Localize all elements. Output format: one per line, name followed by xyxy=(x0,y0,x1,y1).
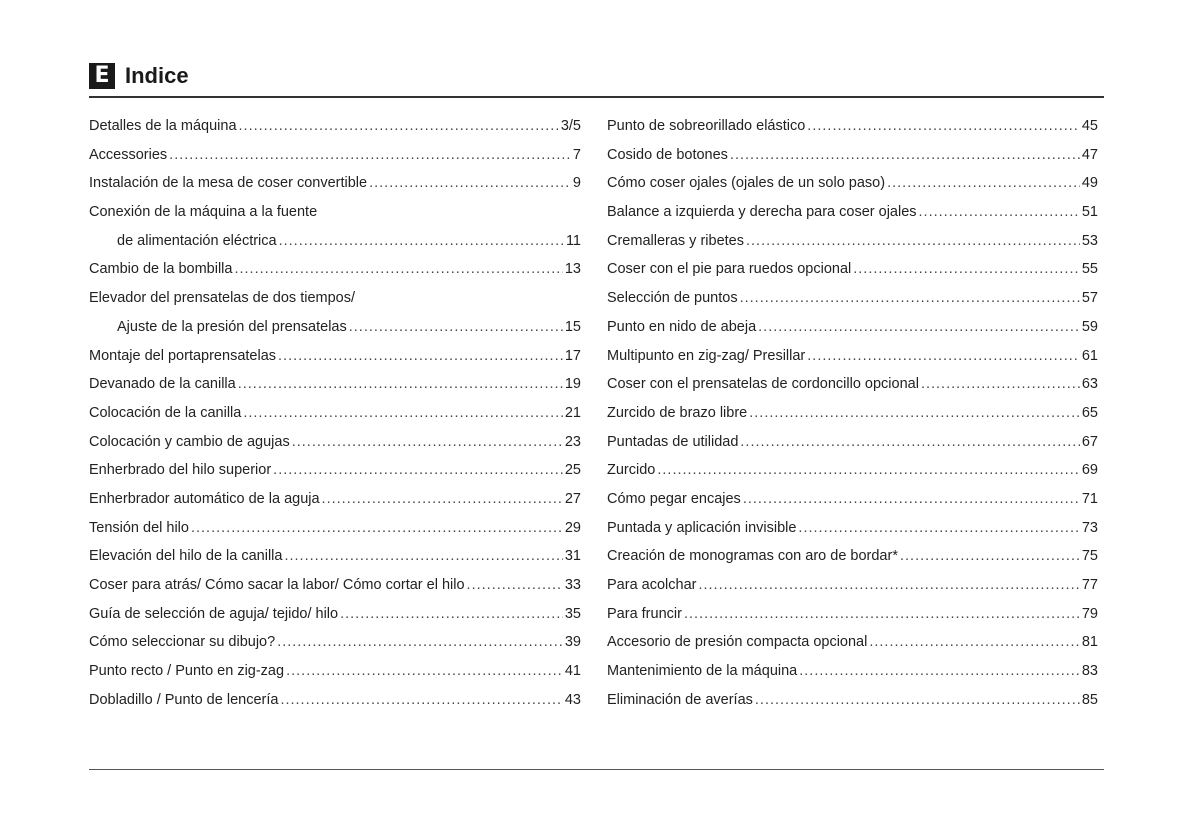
entry-page-number: 85 xyxy=(1081,691,1098,708)
index-entry xyxy=(607,456,1098,485)
entry-title: Dobladillo / Punto de lencería xyxy=(89,691,279,708)
dot-leader xyxy=(887,169,1080,198)
index-entry xyxy=(89,112,581,141)
dot-leader xyxy=(740,284,1080,313)
entry-title: Cómo pegar encajes xyxy=(607,490,741,507)
entry-title: Cosido de botones xyxy=(607,146,728,163)
index-entry xyxy=(607,284,1098,313)
entry-page-number: 67 xyxy=(1081,433,1098,450)
entry-title: Tensión del hilo xyxy=(89,519,189,536)
entry-title: Colocación de la canilla xyxy=(89,404,242,421)
entry-page-number: 71 xyxy=(1081,490,1098,507)
dot-leader xyxy=(684,600,1080,629)
entry-page-number: 9 xyxy=(572,175,581,192)
dot-leader xyxy=(286,657,563,686)
dot-leader xyxy=(853,255,1080,284)
index-entry xyxy=(607,600,1098,629)
index-entry xyxy=(607,342,1098,371)
index-header xyxy=(89,62,1104,96)
index-entry xyxy=(607,428,1098,457)
entry-page-number: 49 xyxy=(1081,175,1098,192)
dot-leader xyxy=(273,456,563,485)
entry-title: Detalles de la máquina xyxy=(89,118,237,134)
entry-page-number: 61 xyxy=(1081,347,1098,364)
entry-title: Mantenimiento de la máquina xyxy=(607,663,798,680)
entry-page-number: 25 xyxy=(564,462,581,479)
entry-page-number: 45 xyxy=(1081,118,1098,134)
dot-leader xyxy=(919,198,1080,227)
entry-page-number: 65 xyxy=(1081,404,1098,421)
dot-leader xyxy=(467,571,563,600)
entry-title: Zurcido xyxy=(607,462,656,479)
entry-page-number: 33 xyxy=(564,577,581,593)
entry-title: Creación de monogramas con aro de bordar* xyxy=(607,548,898,565)
section-badge: E xyxy=(89,63,115,89)
dot-leader xyxy=(798,514,1079,543)
dot-leader xyxy=(279,227,564,256)
entry-page-number: 29 xyxy=(564,519,581,536)
dot-leader xyxy=(730,141,1080,170)
index-entry xyxy=(607,370,1098,399)
entry-page-number: 47 xyxy=(1081,146,1098,163)
entry-page-number: 7 xyxy=(572,146,581,163)
index-entry xyxy=(607,112,1098,141)
entry-page-number: 59 xyxy=(1081,318,1098,335)
entry-title: Cambio de la bombilla xyxy=(89,261,233,278)
dot-leader xyxy=(340,600,563,629)
entry-page-number: 53 xyxy=(1081,232,1098,249)
index-entry xyxy=(89,657,581,686)
index-entry xyxy=(89,514,581,543)
entry-page-number: 77 xyxy=(1081,577,1098,593)
entry-title: Punto en nido de abeja xyxy=(607,318,757,335)
entry-page-number: 19 xyxy=(564,376,581,393)
entry-title: Colocación y cambio de agujas xyxy=(89,433,290,450)
index-entry xyxy=(89,169,581,198)
dot-leader xyxy=(799,657,1080,686)
dot-leader xyxy=(349,313,563,342)
index-entry xyxy=(89,227,581,256)
entry-page-number: 11 xyxy=(565,232,581,249)
dot-leader xyxy=(284,542,562,571)
dot-leader xyxy=(239,112,559,141)
entry-title: Puntada y aplicación invisible xyxy=(607,519,797,536)
index-entry xyxy=(607,198,1098,227)
dot-leader xyxy=(900,542,1080,571)
entry-title: Elevador del prensatelas de dos tiempos/ xyxy=(89,290,355,307)
entry-title: Para acolchar xyxy=(607,577,697,593)
entry-page-number: 83 xyxy=(1081,663,1098,680)
entry-title: Cómo seleccionar su dibujo? xyxy=(89,634,276,651)
entry-page-number: 75 xyxy=(1081,548,1098,565)
page-title: Indice xyxy=(125,63,189,88)
index-entry xyxy=(89,313,581,342)
dot-leader xyxy=(749,399,1080,428)
index-entry xyxy=(89,456,581,485)
index-entry xyxy=(607,686,1098,715)
dot-leader xyxy=(169,141,571,170)
dot-leader xyxy=(698,571,1079,600)
entry-page-number: 51 xyxy=(1081,204,1098,221)
entry-title: Enherbrado del hilo superior xyxy=(89,462,272,479)
entry-page-number: 79 xyxy=(1081,605,1098,622)
index-entry xyxy=(607,657,1098,686)
entry-title: Devanado de la canilla xyxy=(89,376,236,393)
entry-title: Punto de sobreorillado elástico xyxy=(607,118,806,134)
entry-title: Eliminación de averías xyxy=(607,691,753,708)
index-entry xyxy=(89,686,581,715)
entry-title: Zurcido de brazo libre xyxy=(607,404,748,421)
entry-title: Ajuste de la presión del prensatelas xyxy=(117,318,347,335)
entry-page-number: 21 xyxy=(564,404,581,421)
entry-page-number: 43 xyxy=(564,691,581,708)
dot-leader xyxy=(657,456,1080,485)
dot-leader xyxy=(369,169,571,198)
footer-divider xyxy=(89,769,1104,770)
entry-title: Coser con el prensatelas de cordoncillo opcional xyxy=(607,376,919,393)
entry-page-number: 81 xyxy=(1081,634,1098,651)
entry-title: Montaje del portaprensatelas xyxy=(89,347,277,364)
dot-leader xyxy=(278,342,563,371)
entry-title: Punto recto / Punto en zig-zag xyxy=(89,663,285,680)
entry-page-number: 31 xyxy=(564,548,581,565)
index-entry xyxy=(607,485,1098,514)
entry-title: Para fruncir xyxy=(607,605,682,622)
index-entry xyxy=(607,141,1098,170)
dot-leader xyxy=(191,514,563,543)
entry-page-number: 41 xyxy=(564,663,581,680)
entry-page-number: 13 xyxy=(564,261,581,278)
entry-page-number: 73 xyxy=(1081,519,1098,536)
entry-page-number: 57 xyxy=(1081,290,1098,307)
index-entry xyxy=(89,284,581,313)
index-entry xyxy=(89,141,581,170)
index-entry xyxy=(89,628,581,657)
dot-leader xyxy=(234,255,562,284)
entry-page-number: 23 xyxy=(564,433,581,450)
entry-page-number: 27 xyxy=(564,490,581,507)
entry-title: Coser para atrás/ Cómo sacar la labor/ Cómo cortar el hilo xyxy=(89,577,465,593)
index-entry xyxy=(89,542,581,571)
dot-leader xyxy=(238,370,563,399)
entry-title: Selección de puntos xyxy=(607,290,738,307)
index-entry xyxy=(89,485,581,514)
entry-title: Coser con el pie para ruedos opcional xyxy=(607,261,852,278)
dot-leader xyxy=(322,485,563,514)
entry-page-number: 17 xyxy=(564,347,581,364)
entry-title: Enherbrador automático de la aguja xyxy=(89,490,320,507)
index-entry xyxy=(89,428,581,457)
entry-title: de alimentación eléctrica xyxy=(117,232,277,249)
entry-page-number: 39 xyxy=(564,634,581,651)
dot-leader xyxy=(755,686,1080,715)
index-entry xyxy=(89,571,581,600)
index-entry xyxy=(89,600,581,629)
entry-title: Instalación de la mesa de coser convertible xyxy=(89,175,368,192)
dot-leader xyxy=(277,628,563,657)
entry-page-number: 69 xyxy=(1081,462,1098,479)
index-entry xyxy=(89,399,581,428)
index-entry xyxy=(607,571,1098,600)
entry-page-number: 55 xyxy=(1081,261,1098,278)
entry-title: Conexión de la máquina a la fuente xyxy=(89,204,318,221)
index-entry xyxy=(89,342,581,371)
entry-title: Accesorio de presión compacta opcional xyxy=(607,634,868,651)
index-column-left xyxy=(89,112,581,714)
dot-leader xyxy=(921,370,1080,399)
index-entry xyxy=(89,198,581,227)
dot-leader xyxy=(807,112,1080,141)
entry-page-number: 15 xyxy=(564,318,581,335)
index-entry xyxy=(607,399,1098,428)
entry-title: Multipunto en zig-zag/ Presillar xyxy=(607,347,806,364)
index-entry xyxy=(607,313,1098,342)
entry-page-number: 35 xyxy=(564,605,581,622)
entry-title: Elevación del hilo de la canilla xyxy=(89,548,283,565)
index-entry xyxy=(607,542,1098,571)
index-entry xyxy=(89,370,581,399)
dot-leader xyxy=(280,686,562,715)
entry-title: Cómo coser ojales (ojales de un solo paso) xyxy=(607,175,886,192)
dot-leader xyxy=(292,428,563,457)
dot-leader xyxy=(740,428,1079,457)
index-entry xyxy=(89,255,581,284)
index-entry xyxy=(607,628,1098,657)
dot-leader xyxy=(743,485,1080,514)
entry-page-number: 63 xyxy=(1081,376,1098,393)
index-entry xyxy=(607,255,1098,284)
dot-leader xyxy=(758,313,1080,342)
dot-leader xyxy=(243,399,563,428)
dot-leader xyxy=(869,628,1080,657)
index-entry xyxy=(607,169,1098,198)
entry-title: Puntadas de utilidad xyxy=(607,433,739,450)
entry-title: Accessories xyxy=(89,146,168,163)
entry-title: Balance a izquierda y derecha para coser ojales xyxy=(607,204,917,221)
index-entry xyxy=(607,227,1098,256)
entry-page-number: 3/5 xyxy=(560,118,581,134)
dot-leader xyxy=(746,227,1080,256)
index-column-right xyxy=(607,112,1098,714)
entry-title: Guía de selección de aguja/ tejido/ hilo xyxy=(89,605,339,622)
header-divider xyxy=(89,96,1104,98)
index-entry xyxy=(607,514,1098,543)
entry-title: Cremalleras y ribetes xyxy=(607,232,744,249)
dot-leader xyxy=(807,342,1080,371)
